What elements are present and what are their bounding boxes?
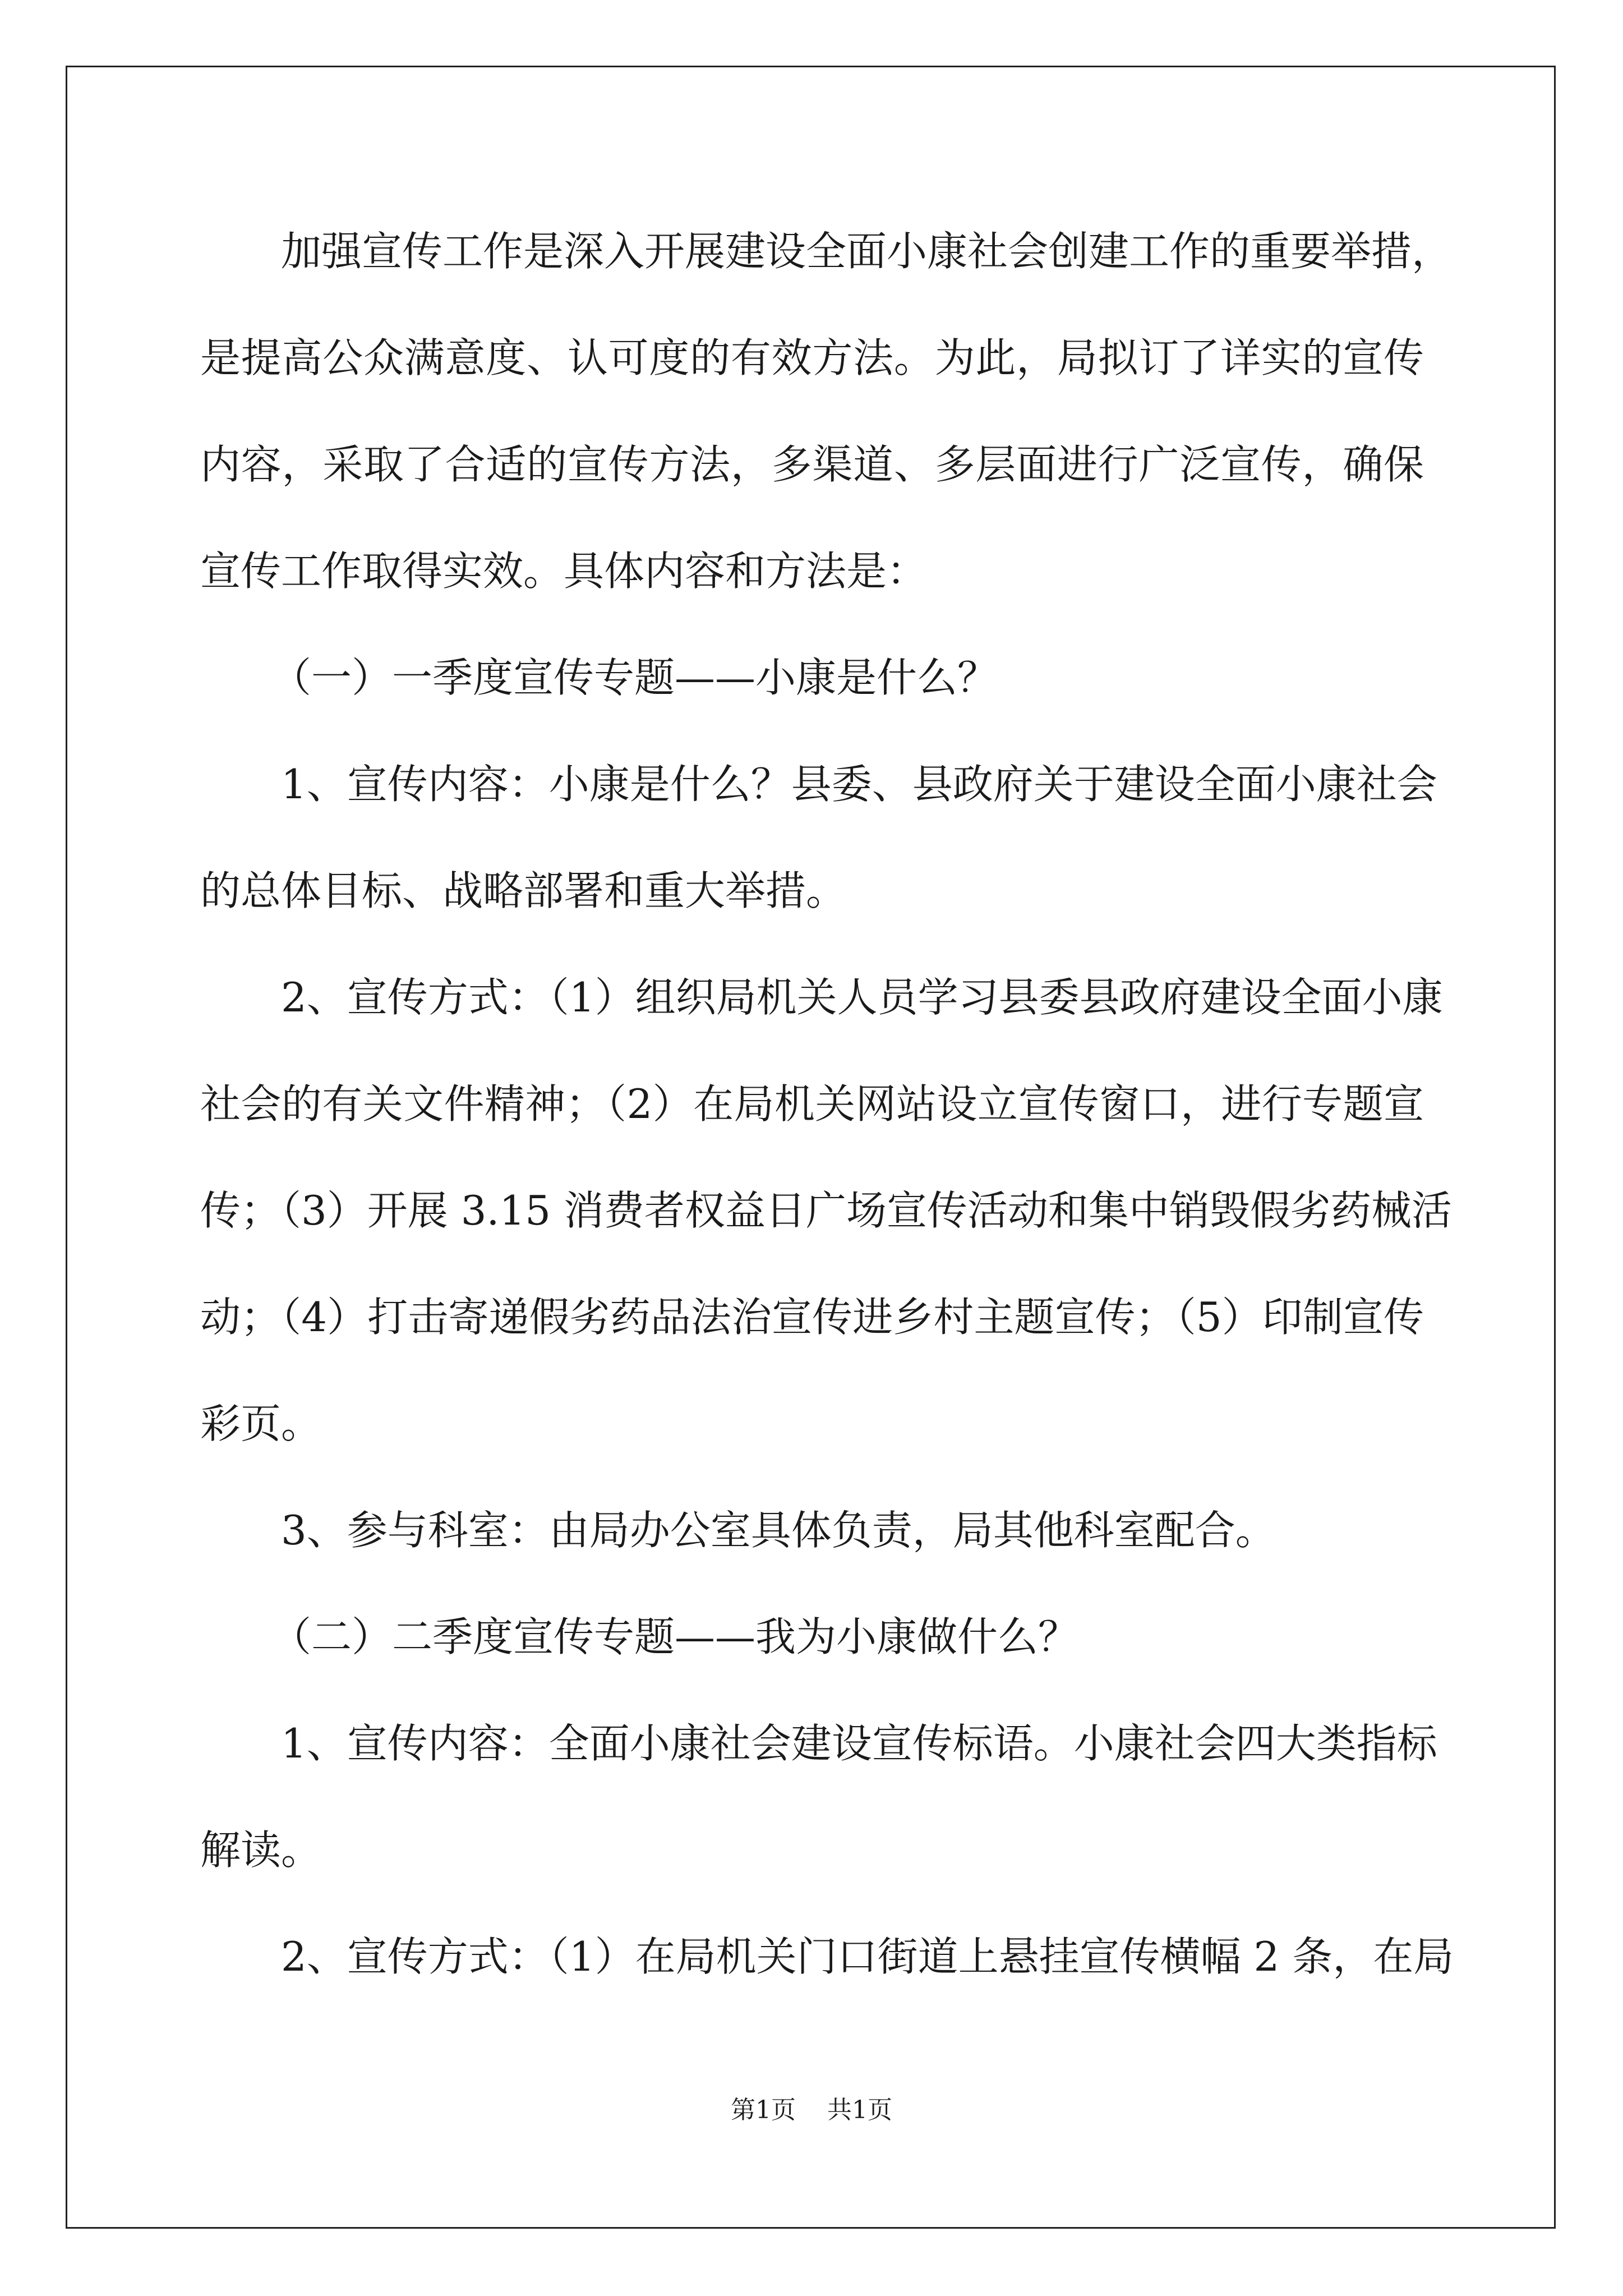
page-border bbox=[66, 66, 1556, 2229]
paragraph-line: 1、宣传内容：小康是什么？县委、县政府关于建设全面小康社会 bbox=[281, 761, 1437, 808]
section-heading: （一）一季度宣传专题——小康是什么？ bbox=[271, 654, 998, 701]
paragraph-line: 彩页。 bbox=[200, 1400, 322, 1447]
paragraph-line: 加强宣传工作是深入开展建设全面小康社会创建工作的重要举措， bbox=[281, 228, 1453, 275]
paragraph-line: 动；（4）打击寄递假劣药品法治宣传进乡村主题宣传；（5）印制宣传 bbox=[200, 1294, 1424, 1341]
paragraph-line: 的总体目标、战略部署和重大举措。 bbox=[200, 867, 847, 914]
page-footer bbox=[0, 2093, 1623, 2127]
paragraph-line: 是提高公众满意度、认可度的有效方法。为此，局拟订了详实的宣传 bbox=[200, 334, 1424, 381]
paragraph-line: 宣传工作取得实效。具体内容和方法是： bbox=[200, 547, 928, 595]
paragraph-line: 1、宣传内容：全面小康社会建设宣传标语。小康社会四大类指标 bbox=[281, 1720, 1437, 1767]
paragraph-line: 3、参与科室：由局办公室具体负责，局其他科室配合。 bbox=[281, 1507, 1276, 1554]
paragraph-line: 社会的有关文件精神；（2）在局机关网站设立宣传窗口，进行专题宣 bbox=[200, 1080, 1424, 1128]
paragraph-line: 内容，采取了合适的宣传方法，多渠道、多层面进行广泛宣传，确保 bbox=[200, 441, 1424, 488]
page-number-total: 共1页 bbox=[827, 2096, 892, 2124]
paragraph-line: 2、宣传方式：（1）在局机关门口街道上悬挂宣传横幅 2 条，在局 bbox=[281, 1933, 1454, 1980]
paragraph-line: 解读。 bbox=[200, 1826, 322, 1874]
paragraph-line: 传；（3）开展 3.15 消费者权益日广场宣传活动和集中销毁假劣药械活 bbox=[200, 1187, 1452, 1234]
page-number-current: 第1页 bbox=[731, 2096, 796, 2124]
section-heading: （二）二季度宣传专题——我为小康做什么？ bbox=[271, 1613, 1079, 1660]
paragraph-line: 2、宣传方式：（1）组织局机关人员学习县委县政府建设全面小康 bbox=[281, 974, 1443, 1021]
